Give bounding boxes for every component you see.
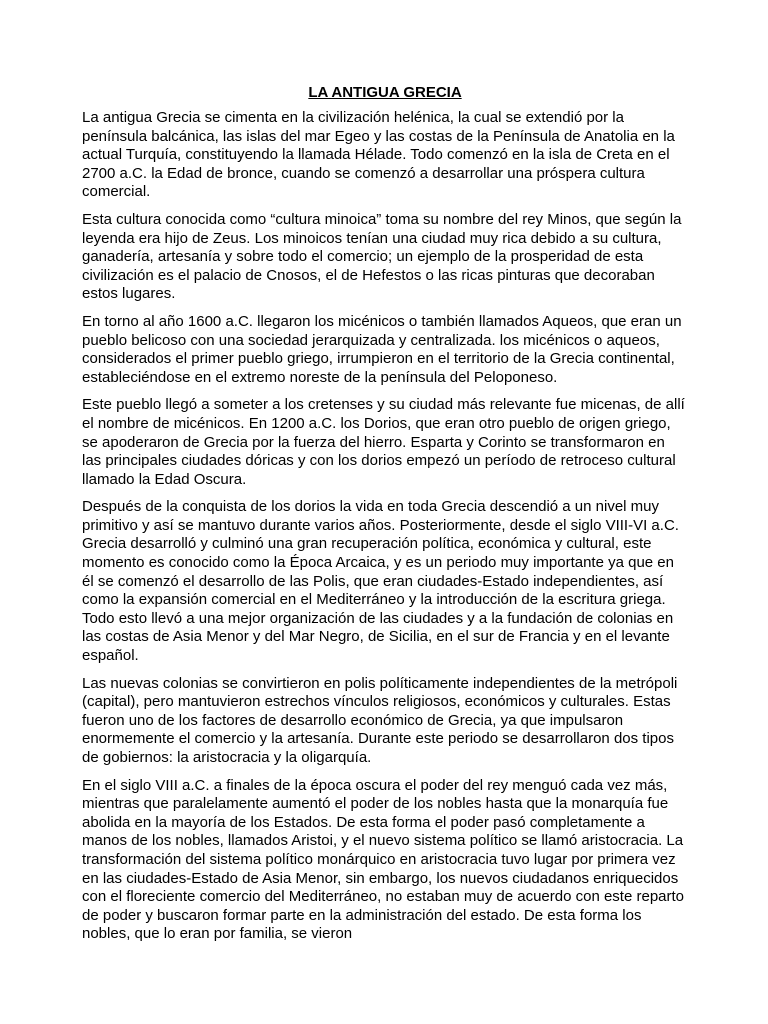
paragraph-2: Esta cultura conocida como “cultura minoica” toma su nombre del rey Minos, que según la leyenda era hijo de Zeus. Los minoicos tenían una ciudad muy rica debido a su cultura, ganadería, artesanía y sobre todo el comercio; un ejemplo de la prosperidad de esta civilización es el palacio de Cnosos, el de Hefestos o las ricas pinturas que decoraban estos lugares. [82,210,682,303]
document-title: LA ANTIGUA GRECIA [308,84,462,101]
paragraph-6: Las nuevas colonias se convirtieron en polis políticamente independientes de la metrópoli (capital), pero mantuvieron estrechos vínculos religiosos, económicos y culturales. Estas fueron uno de los factores de desarrollo económico de Grecia, ya que impulsaron enormemente el comercio y la artesanía. Durante este periodo se desarrollaron dos tipos de gobiernos: la aristocracia y la oligarquía. [82,674,678,766]
paragraph-7: En el siglo VIII a.C. a finales de la época oscura el poder del rey menguó cada vez más, mientras que paralelamente aumentó el poder de los nobles hasta que la monarquía fue abolida en la mayoría de los Estados. De esta forma el poder pasó completamente a manos de los nobles, llamados Aristoi, y el nuevo sistema político se llamó aristocracia. La transformación del sistema político monárquico en aristocracia tuvo lugar por primera vez en las ciudades-Estado de Asia Menor, sin embargo, los nuevos ciudadanos enriquecidos con el floreciente comercio del Mediterráneo, no estaban muy de acuerdo con este reparto de poder y buscaron formar parte en la administración del estado. De esta forma los nobles, que lo eran por familia, se vieron [82,776,685,943]
paragraph-3: En torno al año 1600 a.C. llegaron los micénicos o también llamados Aqueos, que eran un pueblo belicoso con una sociedad jerarquizada y centralizada. los micénicos o aqueos, considerados el primer pueblo griego, irrumpieron en el territorio de la Grecia continental, estableciéndose en el extremo noreste de la península del Peloponeso. [82,312,682,386]
document-page [82,84,688,953]
paragraph-1: La antigua Grecia se cimenta en la civilización helénica, la cual se extendió por la península balcánica, las islas del mar Egeo y las costas de la Península de Anatolia en la actual Turquía, constituyendo la llamada Hélade. Todo comenzó en la isla de Creta en el 2700 a.C. la Edad de bronce, cuando se comenzó a desarrollar una próspera cultura comercial. [82,109,675,201]
paragraph-5: Después de la conquista de los dorios la vida en toda Grecia descendió a un nivel muy primitivo y así se mantuvo durante varios años. Posteriormente, desde el siglo VIII-VI a.C. Grecia desarrolló y culminó una gran recuperación política, económica y cultural, este momento es conocido como la Época Arcaica, y es un periodo muy importante ya que en él se comenzó el desarrollo de las Polis, que eran ciudades-Estado independientes, así como la expansión comercial en el Mediterráneo y la introducción de la escritura griega. Todo esto llevó a una mejor organización de las ciudades y a la fundación de colonias en las costas de Asia Menor y del Mar Negro, de Sicilia, en el sur de Francia y en el levante español. [82,498,679,665]
paragraph-4: Este pueblo llegó a someter a los cretenses y su ciudad más relevante fue micenas, de allí el nombre de micénicos. En 1200 a.C. los Dorios, que eran otro pueblo de origen griego, se apoderaron de Grecia por la fuerza del hierro. Esparta y Corinto se transformaron en las principales ciudades dóricas y con los dorios empezó un período de retroceso cultural llamado la Edad Oscura. [82,396,685,488]
